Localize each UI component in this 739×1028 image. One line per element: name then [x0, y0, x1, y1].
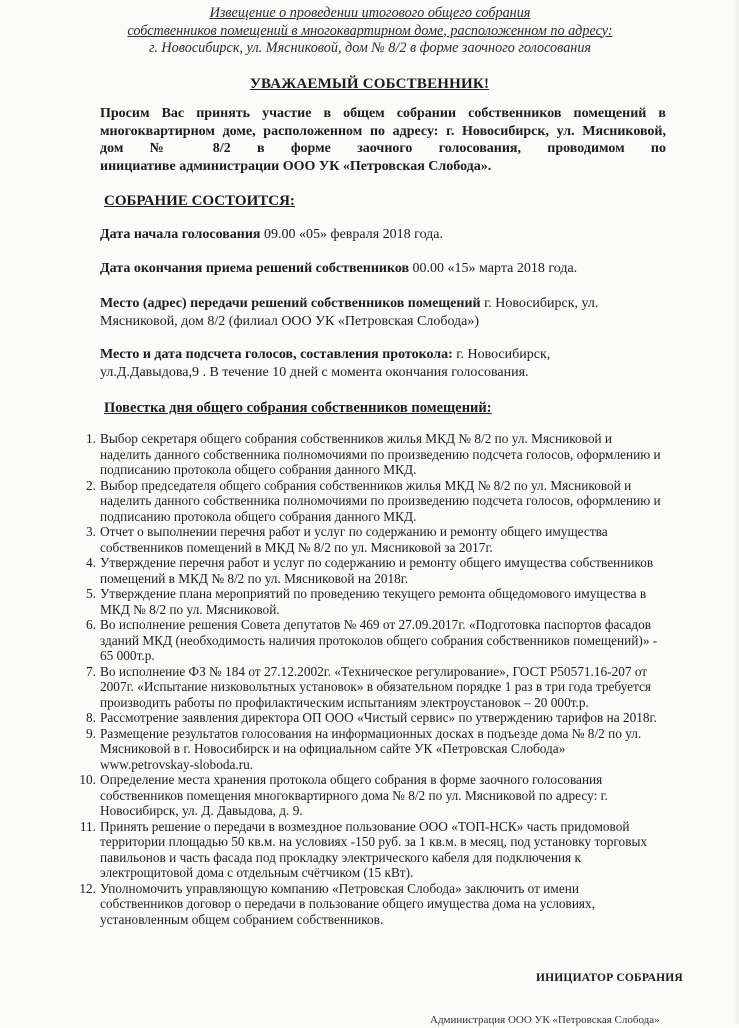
agenda-item-text: наделить данного собственника полномочиями по произведению подсчета голосов, оформлению и	[100, 493, 661, 508]
agenda-item-number: 12.	[79, 880, 96, 896]
intro-paragraph	[100, 105, 666, 175]
decision-place	[100, 295, 680, 331]
administration-text: Администрация ООО УК «Петровская Слобода»	[430, 1014, 660, 1026]
agenda-item-text: Выбор секретаря общего собрания собственников жилья МКД № 8/2 по ул. Мясниковой и	[100, 431, 613, 446]
agenda-item-text: 65 000т.р.	[100, 648, 155, 663]
agenda-item-text: Размещение результатов голосования на информационных досках в подъезде дома № 8/2 по ул.	[100, 725, 642, 741]
agenda-list	[74, 431, 674, 927]
decision-place-value-2: Мясниковой, дом 8/2 (филиал ООО УК «Петровская Слобода»)	[100, 314, 480, 329]
agenda-item-text: подписанию протокола общего собрания данного МКД.	[100, 462, 417, 477]
agenda-item-text: Утверждение перечня работ и услуг по содержанию и ремонту общего имущества собственников	[100, 555, 654, 570]
decision-place-label: Место (адрес) передачи решений собственников помещений	[100, 296, 481, 311]
agenda-item-number: 5.	[86, 586, 96, 601]
agenda-item-text: наделить данного собственника полномочиями по произведению подсчета голосов, оформлению и	[100, 446, 661, 462]
agenda-item-number: 6.	[86, 617, 96, 632]
count-place	[100, 346, 680, 382]
agenda-item-text: павильонов и часть фасада под прокладку электрического кабеля для подключения к	[100, 849, 581, 865]
agenda-item-number: 7.	[86, 663, 96, 679]
agenda-item-text: установленным общем собранием собственников.	[100, 911, 384, 927]
decision-place-value-1: г. Новосибирск, ул.	[480, 296, 599, 311]
agenda-item	[74, 478, 674, 525]
greeting: УВАЖАЕМЫЙ СОБСТВЕННИК!	[249, 76, 490, 92]
agenda-item-text: Принять решение о передачи в возмездное пользование ООО «ТОП-НСК» часть придомовой	[100, 818, 630, 834]
agenda-item-text: Определение места хранения протокола общего собрания в форме заочного голосования	[100, 772, 603, 787]
agenda-item-text: зданий МКД (необходимость наличия протоколов общего собрания собственников помещений)» -	[100, 632, 658, 648]
count-place-value-2: ул.Д.Давыдова,9 . В течение 10 дней с момента окончания голосования.	[100, 365, 529, 380]
agenda-item	[74, 431, 674, 478]
agenda-item-text: МКД № 8/2 по ул. Мясниковой.	[100, 601, 280, 617]
agenda-item	[74, 726, 674, 773]
scan-edge-shadow	[733, 0, 739, 1024]
agenda-item	[74, 664, 674, 711]
count-place-label: Место и дата подсчета голосов, составления протокола:	[100, 347, 453, 362]
notice-header	[60, 5, 680, 58]
agenda-item-number: 10.	[79, 772, 96, 787]
agenda-item-number: 1.	[86, 431, 96, 446]
meeting-heading: СОБРАНИЕ СОСТОИТСЯ:	[104, 193, 295, 209]
agenda-item-text: Рассмотрение заявления директора ОП ООО «Чистый сервис» по утверждению тарифов на 2018г.	[100, 710, 657, 725]
agenda-item-text: www.petrovskay-sloboda.ru.	[100, 756, 254, 772]
agenda-item-number: 8.	[86, 710, 96, 725]
agenda-item-text: Отчет о выполнении перечня работ и услуг по содержанию и ремонту общего имущества	[100, 524, 608, 539]
header-line-2: собственников помещений в многоквартирном доме, расположенном по адресу:	[127, 22, 613, 39]
agenda-item-text: собственников помещений в МКД № 8/2 по ул. Мясниковой за 2017г.	[100, 539, 493, 555]
intro-line: инициативе администрации ООО УК «Петровская Слобода».	[100, 158, 492, 174]
agenda-item	[74, 555, 674, 586]
agenda-item	[74, 617, 674, 664]
agenda-item-text: Во исполнение ФЗ № 184 от 27.12.2002г. «Техническое регулирование», ГОСТ Р50571.16-207 от	[100, 663, 648, 679]
intro-line: многоквартирном доме, расположенном по адресу: г. Новосибирск, ул. Мясниковой,	[100, 123, 666, 139]
agenda-item	[74, 524, 674, 555]
agenda-heading: Повестка дня общего собрания собственников помещений:	[104, 400, 492, 416]
agenda-item-text: собственников договор о передачи в пользование общего имущества дома на условиях,	[100, 896, 596, 911]
initiator-label: ИНИЦИАТОР СОБРАНИЯ	[536, 972, 683, 984]
intro-line: дом № 8/2 в форме заочного голосования, проводимом по	[100, 141, 666, 157]
agenda-item	[74, 881, 674, 928]
agenda-item-text: помещений в МКД № 8/2 по ул. Мясниковой на 2018г.	[100, 570, 409, 586]
agenda-item-text: Уполномочить управляющую компанию «Петровская Слобода» заключить от имени	[100, 880, 579, 896]
agenda-item-number: 3.	[86, 524, 96, 539]
header-line-1: Извещение о проведении итогового общего собрания	[209, 5, 531, 21]
agenda-item-text: Выбор председателя общего собрания собственников жилья МКД № 8/2 по ул. Мясниковой и	[100, 477, 632, 493]
voting-end-value: 00.00 «15» марта 2018 года.	[409, 261, 578, 276]
agenda-item-number: 4.	[86, 555, 96, 570]
voting-start-value: 09.00 «05» февраля 2018 года.	[260, 227, 444, 242]
agenda-item	[74, 586, 674, 617]
intro-line: Просим Вас принять участие в общем собрании собственников помещений в	[100, 106, 666, 121]
agenda-item-text: собственников помещения многоквартирного дома № 8/2 по ул. Мясниковой по адресу: г.	[100, 787, 608, 803]
agenda-item-text: Новосибирск, ул. Д. Давыдова, д. 9.	[100, 803, 303, 818]
agenda-item-text: Во исполнение решения Совета депутатов № 469 от 27.09.2017г. «Подготовка паспортов фасадов	[100, 617, 652, 632]
voting-start-label: Дата начала голосования	[100, 227, 261, 242]
agenda-item	[74, 710, 674, 726]
voting-start	[100, 226, 680, 244]
count-place-value-1: г. Новосибирск,	[452, 347, 551, 362]
signature-line-cut	[430, 1008, 690, 1028]
voting-end-label: Дата окончания приема решений собственников	[100, 261, 410, 276]
agenda-item-number: 9.	[86, 725, 96, 741]
agenda-item-text: производить работы по профилактическим испытаниям электроустановок – 20 000т.р.	[100, 694, 589, 710]
agenda-item	[74, 819, 674, 881]
voting-end	[100, 260, 680, 278]
agenda-item-number: 11.	[79, 818, 96, 834]
agenda-item-text: электрощитовой дома с отдельным счётчиком (15 кВт).	[100, 865, 414, 880]
agenda-item-text: Утверждение плана мероприятий по проведению текущего ремонта общедомового имущества в	[100, 586, 647, 601]
agenda-item-text: территории площадью 50 кв.м. на условиях -150 руб. за 1 кв.м. в месяц, под установку торговых	[100, 834, 648, 849]
agenda-item-text: Мясниковой в г. Новосибирск и на официальном сайте УК «Петровская Слобода»	[100, 741, 566, 756]
agenda-item	[74, 772, 674, 819]
agenda-item-number: 2.	[86, 477, 96, 493]
agenda-item-text: 2007г. «Испытание низковольтных установок» в обязательном порядке 1 раз в три года требуется	[100, 679, 652, 694]
agenda-item-text: подписанию протокола общего собрания данного МКД.	[100, 508, 417, 524]
header-line-3: г. Новосибирск, ул. Мясниковой, дом № 8/2 в форме заочного голосования	[148, 40, 592, 56]
